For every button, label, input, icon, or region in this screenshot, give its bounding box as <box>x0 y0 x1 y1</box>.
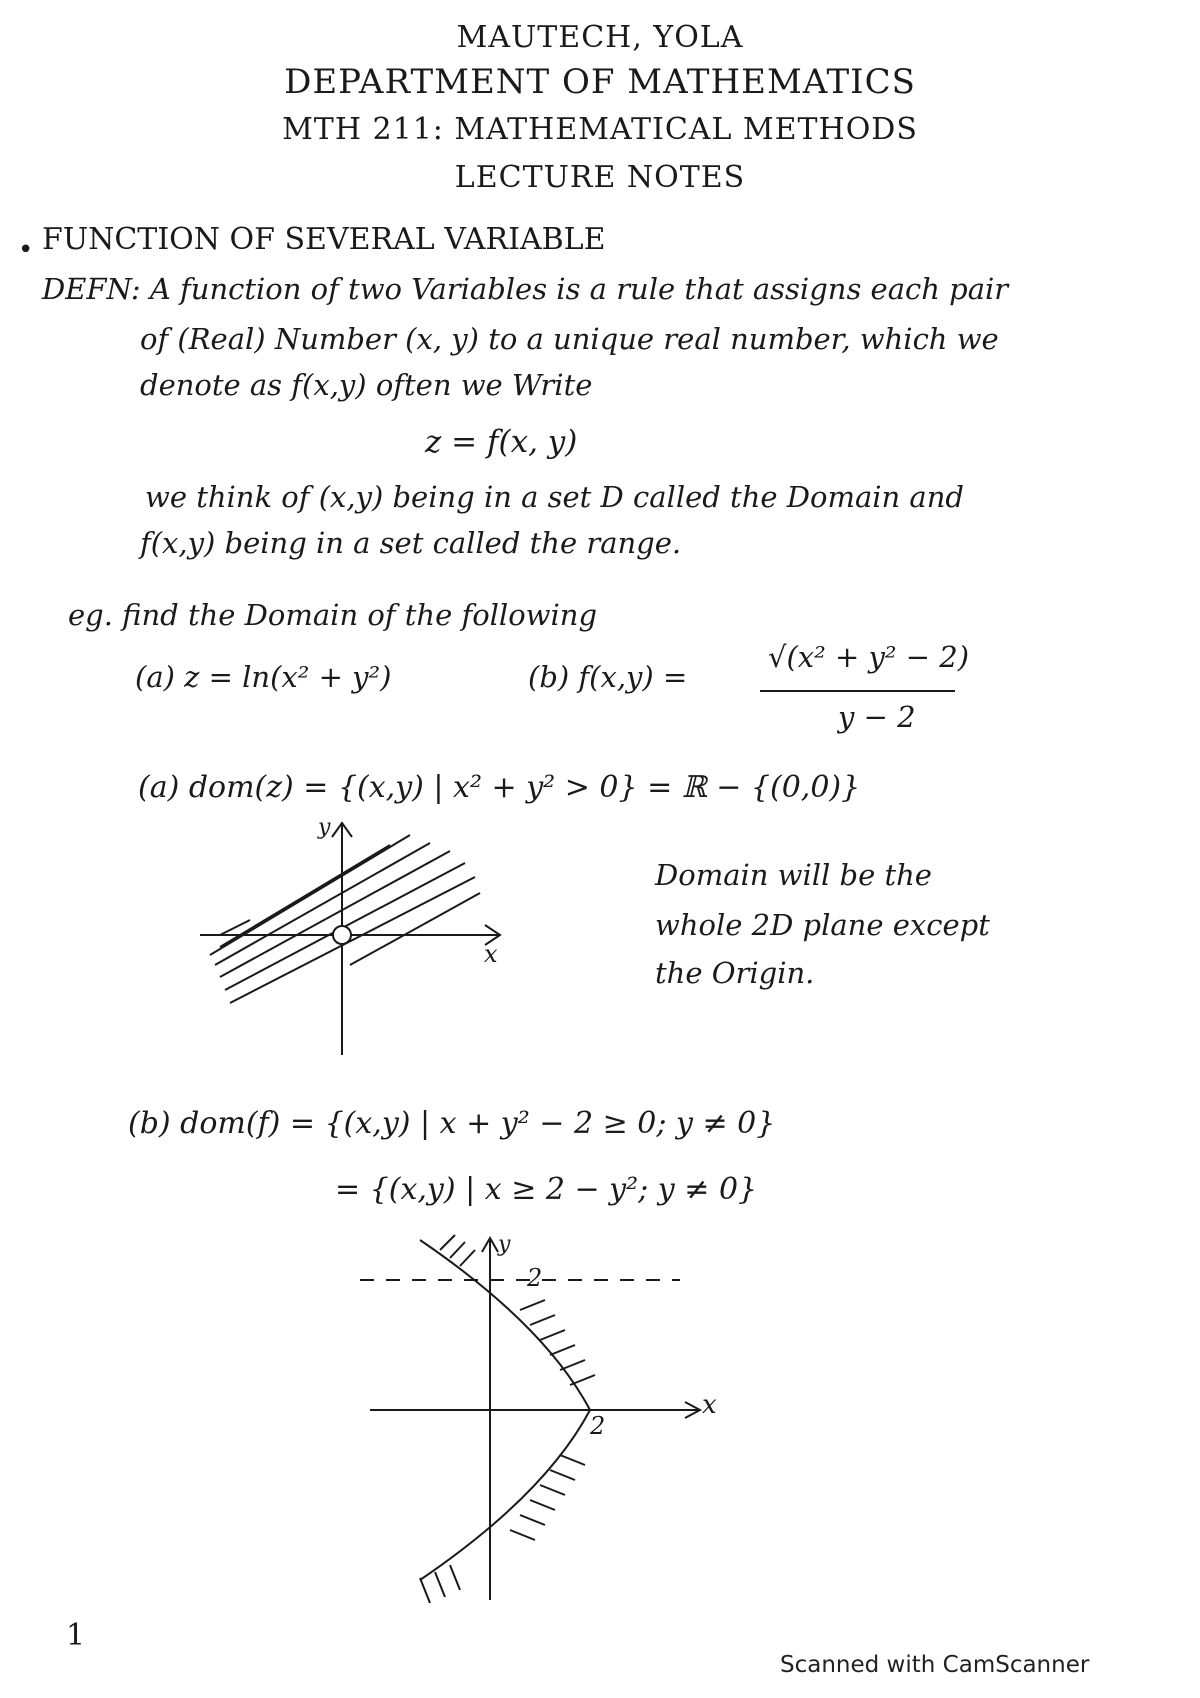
institution-title: MAUTECH, YOLA <box>456 20 744 55</box>
definition-line-2: of (Real) Number (x, y) to a unique real number, which we <box>140 322 999 356</box>
scanner-watermark: Scanned with CamScanner <box>780 1652 1090 1678</box>
axis-x-label-b: x <box>702 1390 717 1420</box>
axis-y-label-b: y <box>498 1232 511 1257</box>
axis-y-label-a: y <box>318 815 331 840</box>
solution-a-note-2: whole 2D plane except <box>655 908 990 942</box>
section-heading: FUNCTION OF SEVERAL VARIABLE <box>42 222 606 257</box>
department-title: DEPARTMENT OF MATHEMATICS <box>284 62 916 102</box>
fraction-bar <box>760 690 955 692</box>
definition-equation: z = f(x, y) <box>425 424 578 460</box>
solution-b-domain-1: (b) dom(f) = {(x,y) | x + y² − 2 ≥ 0; y ≠ 0} <box>128 1106 776 1141</box>
example-part-b-numerator: √(x² + y² − 2) <box>768 640 970 674</box>
definition-line-3: denote as f(x,y) often we Write <box>140 368 593 402</box>
domain-a-sketch <box>200 815 520 1075</box>
bullet-dot: • <box>18 235 34 265</box>
definition-line-1: DEFN: A function of two Variables is a rule that assigns each pair <box>42 272 1009 306</box>
notes-title: LECTURE NOTES <box>454 160 746 195</box>
example-part-b-lhs: (b) f(x,y) = <box>528 660 688 694</box>
example-part-a: (a) z = ln(x² + y²) <box>135 660 392 694</box>
page-number: 1 <box>66 1618 86 1653</box>
definition-line-4: we think of (x,y) being in a set D called the Domain and <box>145 480 964 514</box>
course-title: MTH 211: MATHEMATICAL METHODS <box>282 112 918 147</box>
definition-line-5: f(x,y) being in a set called the range. <box>140 526 682 560</box>
tick-label-2-x: 2 <box>590 1412 606 1440</box>
example-prompt: eg. find the Domain of the following <box>68 598 598 632</box>
axis-x-label-a: x <box>484 940 498 968</box>
solution-b-domain-2: = {(x,y) | x ≥ 2 − y²; y ≠ 0} <box>335 1172 758 1207</box>
tick-label-2-y: 2 <box>527 1264 543 1292</box>
origin-hole <box>333 926 351 944</box>
solution-a-note-1: Domain will be the <box>655 858 932 892</box>
solution-a-domain: (a) dom(z) = {(x,y) | x² + y² > 0} = ℝ − {(0,0)} <box>138 770 861 805</box>
solution-a-note-3: the Origin. <box>655 956 815 990</box>
example-part-b-denominator: y − 2 <box>838 700 916 734</box>
